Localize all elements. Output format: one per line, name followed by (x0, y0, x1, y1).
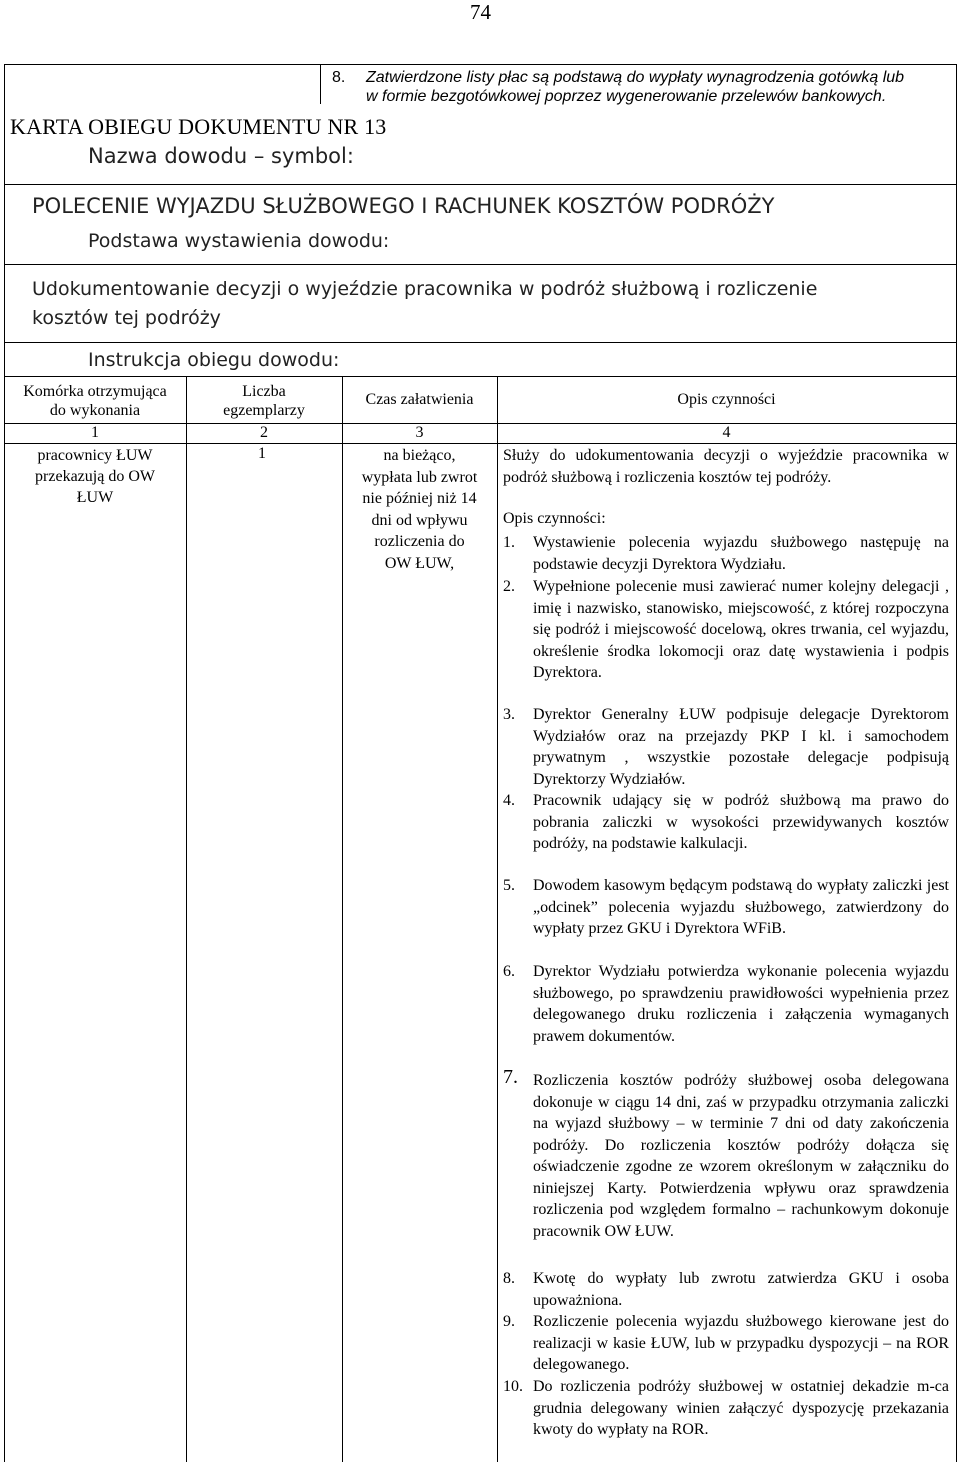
row-unit-line2: przekazują do OW (35, 468, 155, 485)
document-name: POLECENIE WYJAZDU SŁUŻBOWEGO I RACHUNEK KOSZTÓW PODRÓŻY (32, 194, 775, 218)
row-intro: Służy do udokumentowania decyzji o wyjeździe pracownika w podróż służbową i rozliczenia kosztów tej podróży. (503, 447, 949, 486)
step-10-number: 10. (503, 1378, 523, 1395)
line-under-name-label (4, 184, 957, 185)
step-8 (503, 1268, 949, 1311)
step-9 (503, 1311, 949, 1376)
line-under-basis-label (4, 264, 957, 265)
step-5-number: 5. (503, 877, 515, 894)
step-2-number: 2. (503, 578, 515, 595)
header-copies-line1: Liczba (242, 383, 286, 400)
step-9-number: 9. (503, 1313, 515, 1330)
basis-line2: kosztów tej podróży (32, 307, 221, 329)
row-time-line2: wypłata lub zwrot (361, 468, 478, 486)
step-3 (503, 704, 949, 790)
col-numbers-bottom-line (4, 443, 957, 444)
step-4-text: Pracownik udający się w podróż służbową ma prawo do pobrania zaliczki w wysokości przewidywanych kosztów podróży, na podstawie kalkulacji. (533, 792, 949, 852)
col-divider-3 (497, 376, 498, 1462)
header-copies-line2: egzemplarzy (223, 402, 305, 419)
step-2-text: Wypełnione polecenie musi zawierać numer kolejny delegacji , imię i nazwisko, stanowisko, miejscowość, z której rozpoczyna się podróż i miejscowość docelową, okres trwania, cel wyjazdu, określenie środka lokomocji oraz datę wystawienia i podpis Dyrektora. (533, 578, 949, 681)
prev-note-divider (320, 64, 321, 104)
basis-line1: Udokumentowanie decyzji o wyjeździe pracownika w podróż służbową i rozliczenie (32, 278, 818, 300)
prev-note-line1: Zatwierdzone listy płac są podstawą do wypłaty wynagrodzenia gotówką lub (366, 69, 905, 86)
header-time: Czas załatwienia (365, 391, 474, 408)
step-4 (503, 790, 949, 855)
step-10 (503, 1376, 949, 1441)
header-description: Opis czynności (677, 391, 776, 408)
col-divider-1 (186, 376, 187, 1462)
step-6 (503, 961, 949, 1047)
header-copies (186, 382, 342, 420)
step-3-number: 3. (503, 706, 515, 723)
step-5-text: Dowodem kasowym będącym podstawą do wypłaty zaliczki jest „odcinek” polecenia wyjazdu służbowego, zatwierdzony do wypłaty przez GKU i Dyrektora WFiB. (533, 877, 949, 937)
row-time (342, 445, 497, 574)
step-8-text: Kwotę do wypłaty lub zwrotu zatwierdza GKU i osoba upoważniona. (533, 1270, 949, 1309)
table-top-line (4, 376, 957, 377)
step-10-text: Do rozliczenia podróży służbowej w ostatniej dekadzie m-ca grudnia delegowany winien załączyć dyspozycję przekazania kwoty do wypłaty na ROR. (533, 1378, 949, 1438)
col-number-4: 4 (722, 424, 731, 441)
col-number-2: 2 (260, 424, 268, 441)
step-6-text: Dyrektor Wydziału potwierdza wykonanie polecenia wyjazdu służbowego, po sprawdzeniu prawidłowości wypełnienia przez delegowanego druku rozliczenia i załączenia wymaganych prawem dokumentów. (533, 963, 949, 1045)
step-2 (503, 576, 949, 684)
step-5 (503, 875, 949, 940)
header-unit (4, 382, 186, 420)
step-7-text: Rozliczenia kosztów podróży służbowej osoba delegowana dokonuje w ciągu 14 dni, zaś w przypadku otrzymania zaliczki na wyjazd służbowy – w terminie 7 dni od daty zakończenia podróży. Do rozliczenia kosztów podróży dołącza się oświadczenie zgodne ze wzorem określonym w załączniku do niniejszej Karty. Potwierdzenia wpływu oraz sprawdzenia rozliczenia pod względem formalno – rachunkowym dokonuje pracownik OW ŁUW. (533, 1072, 949, 1240)
steps-label: Opis czynności: (503, 510, 606, 527)
card-title: KARTA OBIEGU DOKUMENTU NR 13 (10, 114, 387, 139)
step-7-number: 7. (503, 1066, 518, 1088)
name-label: Nazwa dowodu – symbol: (88, 144, 354, 168)
col-number-1: 1 (91, 424, 99, 441)
row-unit-line3: ŁUW (76, 489, 114, 506)
row-time-line4: dni od wpływu (371, 511, 468, 529)
basis-label: Podstawa wystawienia dowodu: (88, 230, 390, 252)
prev-note-number: 8. (332, 69, 346, 86)
frame-right (956, 64, 957, 1462)
row-time-line1: na bieżąco, (383, 447, 456, 464)
prev-note (332, 68, 952, 106)
step-9-text: Rozliczenie polecenia wyjazdu służbowego kierowane jest do realizacji w kasie ŁUW, lub w przypadku dyspozycji – na ROR delegowanego. (533, 1313, 949, 1373)
prev-note-line2: w formie bezgotówkowej poprzez wygenerowanie przelewów bankowych. (366, 88, 887, 105)
row-copies: 1 (258, 445, 266, 462)
row-unit-line1: pracownicy ŁUW (37, 447, 153, 464)
step-8-number: 8. (503, 1270, 515, 1287)
row-unit (4, 445, 186, 508)
line-under-basis-text (4, 342, 957, 343)
frame-left (4, 64, 5, 1462)
step-1 (503, 532, 949, 575)
basis-text (32, 275, 817, 333)
header-unit-line2: do wykonania (49, 402, 141, 419)
step-1-number: 1. (503, 534, 515, 551)
header-unit-line1: Komórka otrzymująca (23, 383, 167, 400)
frame-top (4, 64, 957, 65)
row-time-line6: OW ŁUW, (384, 554, 455, 572)
step-7 (503, 1066, 949, 1242)
page-number: 74 (470, 0, 491, 24)
step-4-number: 4. (503, 792, 515, 809)
row-time-line3: nie później niż 14 (362, 490, 477, 507)
col-number-3: 3 (415, 424, 424, 441)
row-time-line5: rozliczenia do (374, 533, 465, 550)
instruction-label: Instrukcja obiegu dowodu: (88, 349, 340, 371)
step-3-text: Dyrektor Generalny ŁUW podpisuje delegacje Dyrektorom Wydziałów oraz na przejazdy PKP I kl. i samochodem prywatnym , wszystkie pozostałe delegacje podpisują Dyrektorzy Wydziałów. (533, 706, 949, 788)
step-6-number: 6. (503, 963, 515, 980)
step-1-text: Wystawienie polecenia wyjazdu służbowego następuję na podstawie decyzji Dyrektora Wydziału. (533, 534, 949, 573)
